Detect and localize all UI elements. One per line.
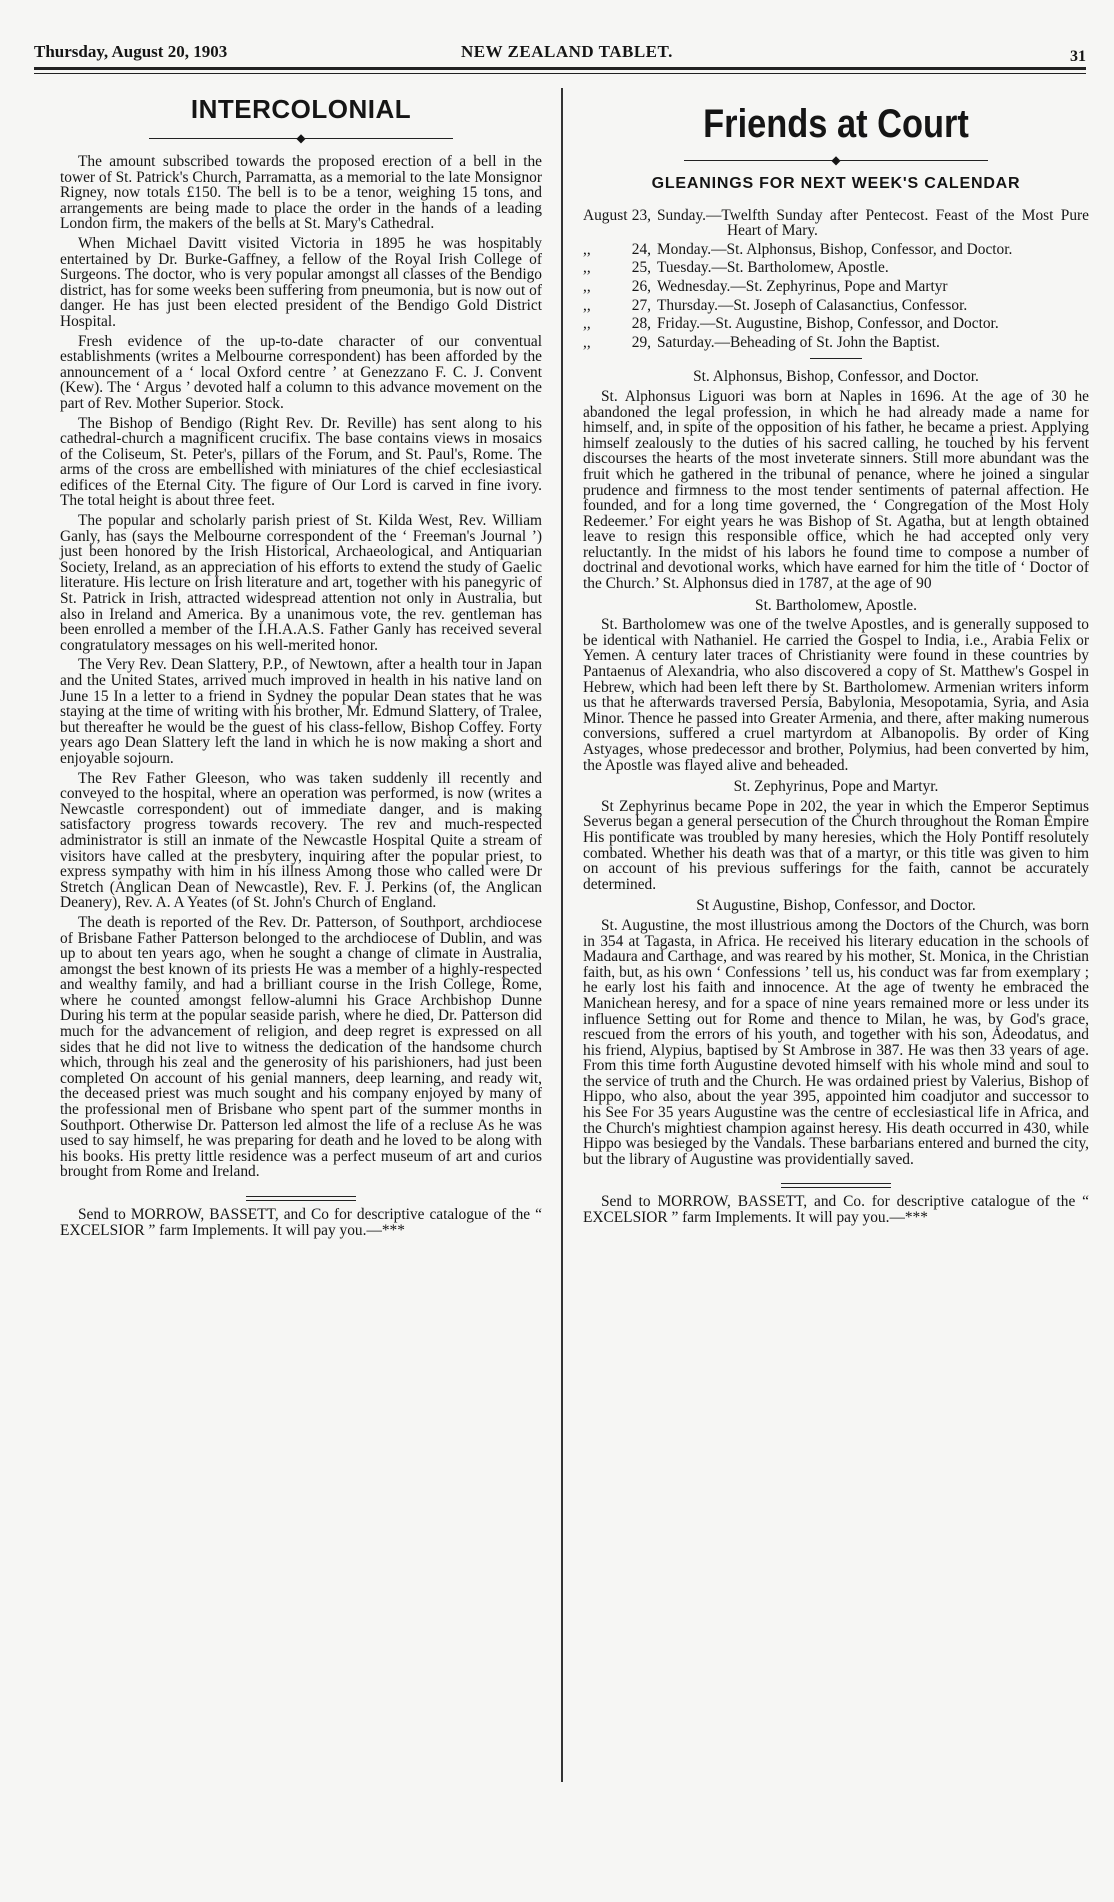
diamond-icon: ◆: [831, 153, 841, 168]
calendar-entry: Thursday.—St. Joseph of Calasanctius, Confessor.: [657, 296, 968, 314]
news-paragraph: The Very Rev. Dean Slattery, P.P., of Newtown, after a health tour in Japan and the United States, arrived much improved in health in his native land on June 15 In a letter to a friend in Sydney the popular Dean states that he was staying at the time of writing with his brother, Mr. Edmund Slattery, of Tralee, but thereafter he would be the guest of his class-fellow, Bishop Coffey. Forty years ago Dean Slattery left the land in which he is now making a short and enjoyable sojourn.: [60, 656, 542, 767]
saint-paragraph: St Zephyrinus became Pope in 202, the year in which the Emperor Septimus Severus began a general persecution of the Church throughout the Roman Empire His pontificate was troubled by many heresies, which the Holy Pontiff resolutely combated. Whether his death was that of a martyr, or this title was given to him on account of his previous sufferings for the faith, cannot be accurately determined.: [583, 797, 1089, 893]
calendar-row: [583, 279, 1089, 295]
calendar-row: [583, 260, 1089, 276]
calendar-day: 23,: [631, 206, 651, 224]
diamond-icon: ◆: [296, 131, 306, 146]
advert-rule: [781, 1183, 891, 1188]
page-number: 31: [1070, 48, 1086, 65]
saint-heading: St. Alphonsus, Bishop, Confessor, and Doctor.: [693, 368, 979, 386]
calendar-entry: Monday.—St. Alphonsus, Bishop, Confessor, and Doctor.: [657, 240, 1013, 258]
saint-paragraph: St. Augustine, the most illustrious among the Doctors of the Church, was born in 354 at Tagasta, in Africa. He received his literary education in the schools of Madaura and Carthage, and was reared by his mother, St. Monica, in the Christian faith, but, as his own ‘ Confessions ’ tell us, his conduct was far from exemplary ; he early lost his faith and innocence. At the age of twenty he embraced the Manichean heresy, and for a space of nine years remained more or less under its influence Setting out for Rome and thence to Milan, he was, by God's grace, rescued from the errors of his youth, and together with his son, Adeodatus, and his friend, Alypius, baptised by St Ambrose in 387. He was then 33 years of age. From this time forth Augustine devoted himself with his whole mind and soul to the service of truth and the Church. He was ordained priest by Valerius, Bishop of Hippo, who also, about the year 395, appointed him coadjutor and successor to his See For 35 years Augustine was the centre of ecclesiastical life in Africa, and the Church's mightiest champion against heresy. His death occurred in 430, while Hippo was besieged by the Vandals. These barbarians entered and burned the city, but the library of Augustine was providentially saved.: [583, 916, 1089, 1168]
advert-rule: [246, 1196, 356, 1201]
news-paragraph: The Rev Father Gleeson, who was taken suddenly ill recently and conveyed to the hospital, where an operation was performed, is now (writes a Newcastle correspondent) out of immediate danger, and is making satisfactory progress towards recovery. The rev and much-respected administrator is still an inmate of the Newcastle Hospital Quite a stream of visitors have called at the presbytery, inquiring after the popular priest, to express sympathy with him in his illness Among those who called were Dr Stretch (Anglican Dean of Newcastle), Rev. F. J. Perkins (of, the Anglican Deanery), Rev. A. A Yeates (of St. John's Church of England.: [60, 769, 542, 912]
intercolonial-heading: INTERCOLONIAL: [190, 94, 412, 124]
friends-at-court-heading: Friends at Court: [703, 102, 969, 146]
masthead-rule-thin: [34, 73, 1086, 74]
calendar-day: 25,: [631, 259, 651, 277]
calendar-month: ,,: [583, 240, 591, 258]
saint-paragraph: St. Bartholomew was one of the twelve Apostles, and is generally supposed to be identical with Nathaniel. He carried the Gospel to India, i.e., Arabia Felix or Yemen. A century later traces of Christianity were found in these countries by Pantaenus of Alexandria, who also discovered a copy of St. Matthew's Gospel in Hebrew, which had been left there by St. Bartholomew. Armenian writers inform us that he afterwards traversed Persia, Babylonia, Mesopotamia, Syria, and Asia Minor. Thence he passed into Greater Armenia, and there, after making numerous conversions, suffered a cruel martyrdom at Albanopolis. By order of King Astyages, whose predecessor and brother, Polymius, had been converted by him, the Apostle was flayed alive and beheaded.: [583, 616, 1089, 774]
left-column: [60, 88, 542, 1238]
saint-heading: St. Zephyrinus, Pope and Martyr.: [733, 778, 939, 796]
calendar-entry: Tuesday.—St. Bartholomew, Apostle.: [657, 259, 889, 277]
calendar-day: 27,: [631, 296, 651, 314]
calendar-month: ,,: [583, 315, 591, 333]
calendar-subheading: GLEANINGS FOR NEXT WEEK'S CALENDAR: [651, 175, 1021, 192]
saint-heading: St. Bartholomew, Apostle.: [755, 596, 917, 614]
calendar-month: ,,: [583, 277, 591, 295]
saint-heading: St Augustine, Bishop, Confessor, and Doctor.: [696, 897, 976, 915]
issue-date: Thursday, August 20, 1903: [34, 42, 228, 61]
news-paragraph: The popular and scholarly parish priest of St. Kilda West, Rev. William Ganly, has (says the Melbourne correspondent of the ‘ Freeman's Journal ’) just been honored by the Irish Historical, Archaeological, and Antiquarian Society, Ireland, as an appreciation of his efforts to extend the study of Gaelic literature. His lecture on Irish literature and art, together with his panegyric of St. Patrick in Irish, attracted widespread attention not only in Australia, but also in Ireland and America. By a unanimous vote, the rev. gentleman has been enrolled a member of the I.H.A.A.S. Father Ganly has received several congratulatory messages on his well-merited honor.: [60, 512, 542, 654]
masthead-rule: [34, 67, 1086, 70]
calendar-entry: Saturday.—Beheading of St. John the Baptist.: [657, 333, 940, 351]
news-paragraph: The amount subscribed towards the proposed erection of a bell in the tower of St. Patrick's Church, Parramatta, as a memorial to the late Monsignor Rigney, now totals £150. The bell is to be a tenor, weighing 15 tons, and arrangements are being made to place the order in the hands of a leading London firm, the makers of the bells at St. Mary's Cathedral.: [60, 153, 542, 233]
news-paragraph: Fresh evidence of the up-to-date character of our conventual establishments (writes a Melbourne correspondent) has been afforded by the announcement of a ‘ local Oxford centre ’ at Genezzano F. C. J. Convent (Kew). The ‘ Argus ’ devoted half a column to this advance movement on the part of Rev. Mother Superior. Stock.: [60, 332, 542, 412]
calendar-entry: Wednesday.—St. Zephyrinus, Pope and Martyr: [657, 277, 948, 295]
calendar-row: [583, 316, 1089, 332]
calendar-month: ,,: [583, 259, 591, 277]
news-paragraph: When Michael Davitt visited Victoria in 1895 he was hospitably entertained by Dr. Burke-Gaffney, a fellow of the Royal Irish College of Surgeons. The doctor, who is very popular amongst all classes of the Bendigo district, has for some weeks been suffering from pneumonia, but is now out of danger. He has just been elected president of the Bendigo Gold District Hospital.: [60, 234, 542, 330]
calendar-row: [583, 298, 1089, 314]
calendar-month: ,,: [583, 333, 591, 351]
calendar-row: [583, 208, 1089, 239]
calendar-row: [583, 335, 1089, 351]
calendar-day: 24,: [631, 240, 651, 258]
advertisement: [583, 1183, 1089, 1225]
calendar-row: [583, 242, 1089, 258]
advert-text: Send to MORROW, BASSETT, and Co. for descriptive catalogue of the “ EXCELSIOR ” farm Implements. It will pay you.—***: [583, 1193, 1089, 1227]
calendar-day: 28,: [631, 315, 651, 333]
right-column: [583, 88, 1089, 1226]
calendar-day: 26,: [631, 277, 651, 295]
news-paragraph: The Bishop of Bendigo (Right Rev. Dr. Reville) has sent along to his cathedral-church a magnificent crucifix. The base contains views in mosaics of the Coliseum, St. Peter's, pillars of the Forum, and St. Paul's, Rome. The arms of the cross are embellished with miniatures of the chief ecclesiastical edifices of the Eternal City. The figure of Our Lord is carved in fine ivory. The total height is about three feet.: [60, 414, 542, 510]
heading-ornament: [60, 130, 542, 146]
calendar-entry: Friday.—St. Augustine, Bishop, Confessor, and Doctor.: [657, 315, 999, 333]
calendar-month: August: [583, 206, 628, 224]
saint-paragraph: St. Alphonsus Liguori was born at Naples in 1696. At the age of 30 he abandoned the legal profession, in which he had already made a name for himself, and, in spite of the opposition of his father, he became a priest. Applying himself zealously to the duties of his sacred calling, he touched by his fervent discourses the hearts of the most inveterate sinners. Still more abundant was the fruit which he gathered in the tribunal of penance, where he joined a singular prudence and firmness to the most tender sentiments of paternal affection. He founded, and for a long time governed, the ‘ Congregation of the Most Holy Redeemer.’ For eight years he was Bishop of St. Agatha, but at length obtained leave to resign this responsible office, which he had accepted only very reluctantly. In the midst of his labors he found time to compose a number of doctrinal and devotional works, which have earned for him the title of ‘ Doctor of the Church.’ St. Alphonsus died in 1787, at the age of 90: [583, 387, 1089, 593]
calendar-list: [583, 208, 1089, 351]
masthead: [34, 38, 1086, 68]
calendar-month: ,,: [583, 296, 591, 314]
section-rule: [810, 358, 862, 359]
calendar-day: 29,: [631, 333, 651, 351]
advert-text: Send to MORROW, BASSETT, and Co for descriptive catalogue of the “ EXCELSIOR ” farm Implements. It will pay you.—***: [60, 1206, 542, 1239]
newspaper-title: NEW ZEALAND TABLET.: [461, 42, 673, 61]
heading-ornament: [583, 152, 1089, 168]
column-divider: [561, 88, 563, 1782]
news-paragraph: The death is reported of the Rev. Dr. Patterson, of Southport, archdiocese of Brisbane Father Patterson belonged to the archdiocese of Dublin, and was up to about ten years ago, when he sought a change of climate in Australia, amongst the best known of its priests He was a member of a highly-respected and wealthy family, and had a brilliant course in the Irish College, Rome, where he counted amongst fellow-alumni his Grace Archbishop Dunne During his term at the popular seaside parish, where he died, Dr. Patterson did much for the advancement of religion, and deep regret is expressed on all sides that he did not live to witness the dedication of the handsome church which, through his zeal and the generosity of his parishioners, had just been completed On account of his genial manners, deep learning, and ready wit, the deceased priest was much sought and his company enjoyed by many of the professional men of Brisbane who spent part of the summer months in Southport. Otherwise Dr. Patterson led almost the life of a recluse As he was used to say himself, he was preparing for death and he loved to be along with his books. His pretty little residence was a perfect museum of art and curios brought from Rome and Ireland.: [60, 913, 542, 1181]
calendar-entry: Sunday.—Twelfth Sunday after Pentecost. Feast of the Most Pure Heart of Mary.: [657, 206, 1089, 240]
advertisement: [60, 1196, 542, 1238]
